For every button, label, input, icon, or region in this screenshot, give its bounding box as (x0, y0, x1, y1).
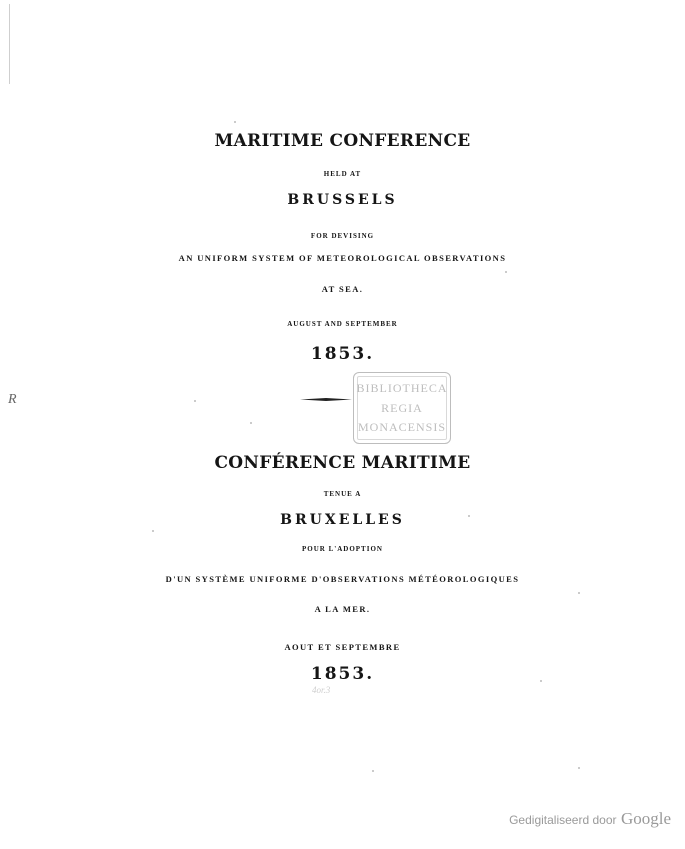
left-edge-rule (9, 4, 10, 84)
english-for-devising: FOR DEVISING (310, 232, 375, 240)
french-city: BRUXELLES (280, 512, 405, 528)
scan-speck (505, 271, 507, 273)
scan-speck (540, 680, 542, 682)
french-for-adoption: POUR L'ADOPTION (302, 545, 383, 553)
scan-speck (578, 767, 580, 769)
english-subject: AN UNIFORM SYSTEM OF METEOROLOGICAL OBSERVATIONS (178, 253, 507, 263)
english-year: 1853. (310, 344, 375, 364)
english-held-at: HELD AT (323, 170, 362, 178)
watermark-prefix: Gedigitaliseerd door (509, 813, 617, 827)
watermark-brand: Google (620, 809, 671, 828)
pencil-note: 4or.3 (312, 685, 331, 695)
scan-speck (578, 592, 580, 594)
english-city: BRUSSELS (287, 192, 398, 208)
scan-speck (250, 422, 252, 424)
french-title: CONFÉRENCE MARITIME (214, 453, 471, 473)
french-held-at: TENUE A (323, 490, 362, 498)
scan-speck (152, 530, 154, 532)
french-months: AOUT ET SEPTEMBRE (284, 642, 401, 652)
scan-speck (372, 770, 374, 772)
french-year: 1853. (310, 664, 375, 684)
stamp-line-1: BIBLIOTHECA (356, 381, 448, 395)
library-stamp (353, 372, 451, 444)
scan-speck (468, 515, 470, 517)
stamp-line-2: REGIA (381, 401, 423, 415)
french-subject: D'UN SYSTÈME UNIFORME D'OBSERVATIONS MÉTÉOROLOGIQUES (165, 574, 520, 584)
english-months: AUGUST AND SEPTEMBER (287, 320, 398, 328)
margin-mark: R (8, 392, 17, 407)
digitization-watermark (509, 809, 671, 829)
english-title: MARITIME CONFERENCE (214, 131, 471, 151)
stamp-line-3: MONACENSIS (357, 420, 446, 434)
ornament-divider (300, 398, 352, 401)
english-at-sea: AT SEA. (321, 284, 364, 294)
scan-speck (194, 400, 196, 402)
french-at-sea: A LA MER. (314, 604, 371, 614)
scan-speck (234, 121, 236, 123)
